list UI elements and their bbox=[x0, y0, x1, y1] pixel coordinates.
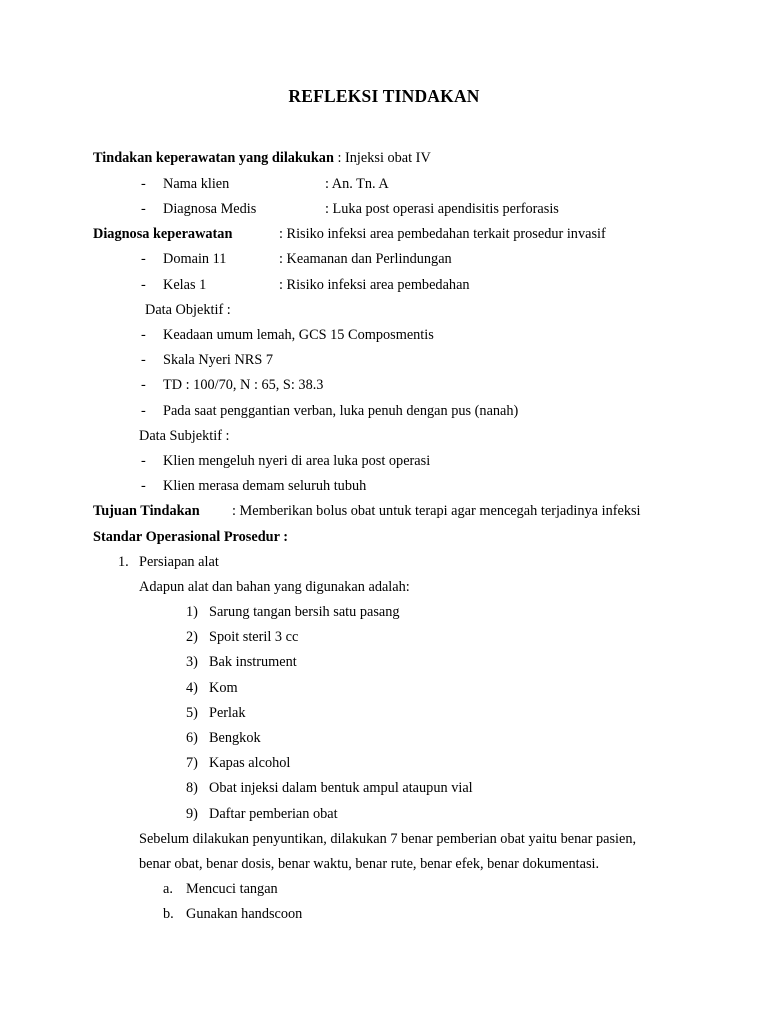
item-text: Daftar pemberian obat bbox=[209, 806, 338, 822]
item-marker: b. bbox=[163, 906, 174, 922]
list-item-text: Klien mengeluh nyeri di area luka post operasi bbox=[163, 453, 431, 469]
item-marker: 4) bbox=[186, 680, 198, 696]
nama-klien-label: Nama klien bbox=[163, 176, 230, 192]
list-item-text: Keadaan umum lemah, GCS 15 Composmentis bbox=[163, 327, 434, 343]
item-text: Mencuci tangan bbox=[186, 881, 278, 897]
tujuan-label: Tujuan Tindakan bbox=[93, 503, 200, 519]
item-marker: a. bbox=[163, 881, 173, 897]
bullet-dash: - bbox=[141, 327, 146, 343]
item-text: Obat injeksi dalam bentuk ampul ataupun vial bbox=[209, 780, 473, 796]
paragraph-line: benar obat, benar dosis, benar waktu, benar rute, benar efek, benar dokumentasi. bbox=[139, 856, 600, 872]
item-text: Kom bbox=[209, 680, 238, 696]
bullet-dash: - bbox=[141, 277, 146, 293]
bullet-dash: - bbox=[141, 251, 146, 267]
item-text: Bengkok bbox=[209, 730, 261, 746]
step-marker: 1. bbox=[118, 554, 129, 570]
tujuan-value: : Memberikan bolus obat untuk terapi agar mencegah terjadinya infeksi bbox=[232, 503, 641, 519]
diagnosa-medis-value: : Luka post operasi apendisitis perforasis bbox=[325, 201, 559, 217]
bullet-dash: - bbox=[141, 176, 146, 192]
list-item-text: Skala Nyeri NRS 7 bbox=[163, 352, 273, 368]
diagnosa-keperawatan-value: : Risiko infeksi area pembedahan terkait prosedur invasif bbox=[279, 226, 606, 242]
list-item-text: Klien merasa demam seluruh tubuh bbox=[163, 478, 367, 494]
kelas-value: : Risiko infeksi area pembedahan bbox=[279, 277, 470, 293]
data-subjektif-heading: Data Subjektif : bbox=[139, 428, 230, 444]
item-marker: 2) bbox=[186, 629, 198, 645]
paragraph-line: Sebelum dilakukan penyuntikan, dilakukan 7 benar pemberian obat yaitu benar pasien, bbox=[139, 831, 637, 847]
sop-heading: Standar Operasional Prosedur : bbox=[93, 529, 289, 545]
domain-label: Domain 11 bbox=[163, 251, 227, 267]
list-item-text: TD : 100/70, N : 65, S: 38.3 bbox=[163, 377, 324, 393]
data-objektif-heading: Data Objektif : bbox=[145, 302, 231, 318]
bullet-dash: - bbox=[141, 453, 146, 469]
item-marker: 5) bbox=[186, 705, 198, 721]
nama-klien-value: : An. Tn. A bbox=[325, 176, 389, 192]
diagnosa-keperawatan-label: Diagnosa keperawatan bbox=[93, 226, 233, 242]
tindakan-value: : Injeksi obat IV bbox=[333, 150, 431, 166]
item-marker: 6) bbox=[186, 730, 198, 746]
list-item-text: Pada saat penggantian verban, luka penuh dengan pus (nanah) bbox=[163, 403, 519, 419]
step-label: Persiapan alat bbox=[139, 554, 219, 570]
item-text: Bak instrument bbox=[209, 654, 297, 670]
bullet-dash: - bbox=[141, 352, 146, 368]
item-text: Perlak bbox=[209, 705, 246, 721]
bullet-dash: - bbox=[141, 478, 146, 494]
tindakan-row bbox=[93, 149, 431, 167]
item-marker: 9) bbox=[186, 806, 198, 822]
tindakan-label: Tindakan keperawatan yang dilakukan bbox=[93, 150, 334, 166]
item-text: Gunakan handscoon bbox=[186, 906, 303, 922]
item-text: Kapas alcohol bbox=[209, 755, 291, 771]
item-marker: 1) bbox=[186, 604, 198, 620]
item-text: Spoit steril 3 cc bbox=[209, 629, 299, 645]
alat-intro: Adapun alat dan bahan yang digunakan adalah: bbox=[139, 579, 410, 595]
page-title: REFLEKSI TINDAKAN bbox=[288, 86, 480, 106]
item-marker: 3) bbox=[186, 654, 198, 670]
item-marker: 7) bbox=[186, 755, 198, 771]
domain-value: : Keamanan dan Perlindungan bbox=[279, 251, 452, 267]
bullet-dash: - bbox=[141, 201, 146, 217]
diagnosa-medis-label: Diagnosa Medis bbox=[163, 201, 257, 217]
kelas-label: Kelas 1 bbox=[163, 277, 207, 293]
item-text: Sarung tangan bersih satu pasang bbox=[209, 604, 400, 620]
bullet-dash: - bbox=[141, 377, 146, 393]
bullet-dash: - bbox=[141, 403, 146, 419]
item-marker: 8) bbox=[186, 780, 198, 796]
